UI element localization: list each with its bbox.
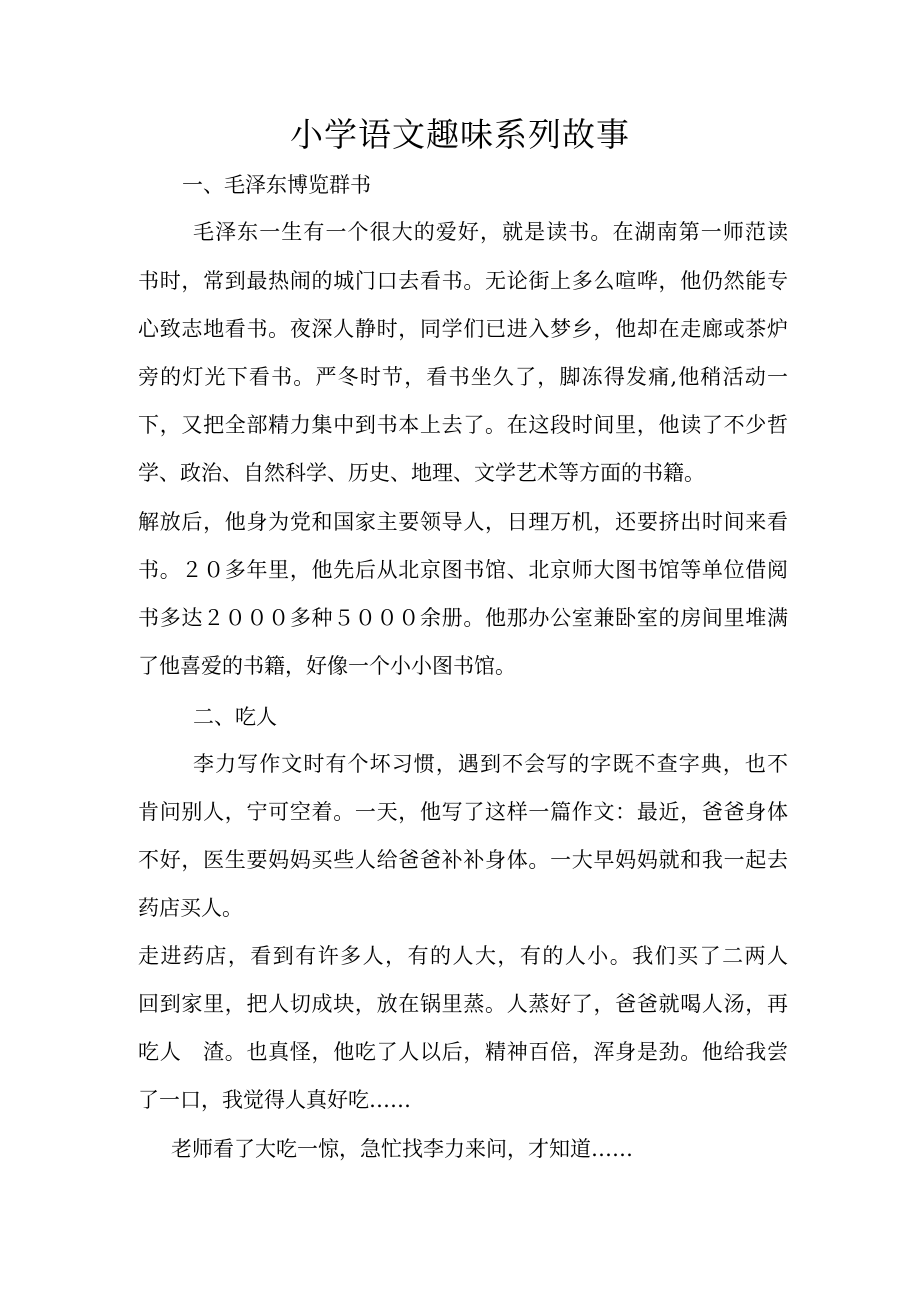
paragraph-line: 李力写作文时有个坏习惯，遇到不会写的字既不查字典，也不 (193, 752, 788, 776)
paragraph-line: 不好，医生要妈妈买些人给爸爸补补身体。一大早妈妈就和我一起去 (138, 848, 788, 872)
document-title: 小学语文趣味系列故事 (290, 115, 630, 154)
paragraph-line: 解放后，他身为党和国家主要领导人，日理万机，还要挤出时间来看 (138, 510, 788, 534)
paragraph-line: 下，又把全部精力集中到书本上去了。在这段时间里，他读了不少哲 (138, 413, 788, 437)
paragraph-line: 了一口，我觉得人真好吃…… (138, 1088, 411, 1112)
paragraph-line: 药店买人。 (138, 896, 243, 920)
paragraph-line: 心致志地看书。夜深人静时，同学们已进入梦乡，他却在走廊或茶炉 (138, 317, 788, 341)
section-heading-2: 二、吃人 (193, 705, 277, 729)
paragraph-line: 回到家里，把人切成块，放在锅里蒸。人蒸好了，爸爸就喝人汤，再 (138, 992, 788, 1016)
paragraph-line: 书时，常到最热闹的城门口去看书。无论街上多么喧哗，他仍然能专 (138, 269, 788, 293)
paragraph-line: 肯问别人，宁可空着。一天，他写了这样一篇作文：最近，爸爸身体 (138, 800, 788, 824)
paragraph-line: 学、政治、自然科学、历史、地理、文学艺术等方面的书籍。 (138, 461, 705, 485)
paragraph-line: 旁的灯光下看书。严冬时节，看书坐久了，脚冻得发痛,他稍活动一 (138, 365, 788, 389)
paragraph-line: 老师看了大吃一惊，急忙找李力来问，才知道…… (171, 1137, 633, 1161)
paragraph-line: 吃人 渣。也真怪，他吃了人以后，精神百倍，浑身是劲。他给我尝 (138, 1040, 788, 1064)
section-heading-1: 一、毛泽东博览群书 (182, 173, 371, 197)
paragraph-line: 毛泽东一生有一个很大的爱好，就是读书。在湖南第一师范读 (193, 220, 788, 244)
paragraph-line: 书多达２０００多种５０００余册。他那办公室兼卧室的房间里堆满 (138, 606, 788, 630)
paragraph-line: 走进药店，看到有许多人，有的人大，有的人小。我们买了二两人 (138, 944, 788, 968)
paragraph-line: 书。２０多年里，他先后从北京图书馆、北京师大图书馆等单位借阅 (138, 558, 788, 582)
paragraph-line: 了他喜爱的书籍，好像一个小小图书馆。 (138, 654, 516, 678)
